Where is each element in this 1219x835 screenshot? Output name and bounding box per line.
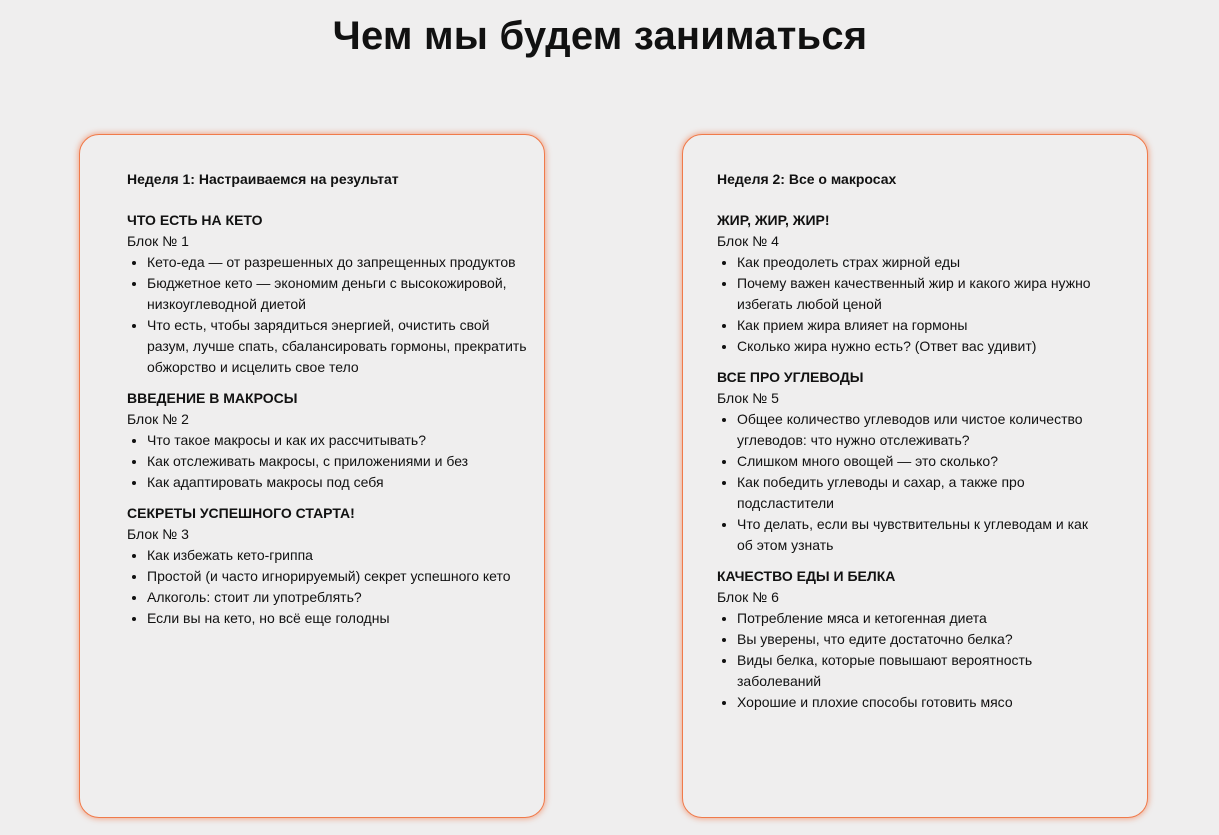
block-label: Блок № 5 (717, 390, 779, 406)
list-item: • Бюджетное кето — экономим деньги с высокожировой, низкоуглеводной диетой (147, 273, 532, 315)
list-item: • Вы уверены, что едите достаточно белка? (737, 629, 1102, 650)
list-item: • Почему важен качественный жир и какого жира нужно избегать любой ценой (737, 273, 1102, 315)
section-title: КАЧЕСТВО ЕДЫ И БЕЛКА (717, 568, 896, 584)
week-card-content (127, 169, 532, 639)
section-title: ЖИР, ЖИР, ЖИР! (717, 212, 830, 228)
list-item: • Хорошие и плохие способы готовить мясо (737, 692, 1102, 713)
section-title: ВСЕ ПРО УГЛЕВОДЫ (717, 369, 864, 385)
list-item: • Как адаптировать макросы под себя (147, 472, 532, 493)
list-item: • Виды белка, которые повышают вероятность заболеваний (737, 650, 1102, 692)
list-item: • Как избежать кето-гриппа (147, 545, 532, 566)
block-label: Блок № 1 (127, 233, 189, 249)
topic-list (717, 252, 1102, 357)
list-item: • Что есть, чтобы зарядиться энергией, очистить свой разум, лучше спать, сбалансировать гормоны, прекратить обжорство и исцелить свое тело (147, 315, 532, 378)
week-card-1 (79, 134, 545, 818)
list-item: • Если вы на кето, но всё еще голодны (147, 608, 532, 629)
topic-list (717, 409, 1102, 556)
list-item: • Что делать, если вы чувствительны к углеводам и как об этом узнать (737, 514, 1102, 556)
page-title: Чем мы будем заниматься (332, 14, 868, 58)
list-item: • Кето-еда — от разрешенных до запрещенных продуктов (147, 252, 532, 273)
block-label: Блок № 2 (127, 411, 189, 427)
section-title: ВВЕДЕНИЕ В МАКРОСЫ (127, 390, 298, 406)
topic-list (127, 252, 532, 378)
block-label: Блок № 6 (717, 589, 779, 605)
list-item: • Как прием жира влияет на гормоны (737, 315, 1102, 336)
list-item: • Как преодолеть страх жирной еды (737, 252, 1102, 273)
section-title: ЧТО ЕСТЬ НА КЕТО (127, 212, 263, 228)
list-item: • Как отслеживать макросы, с приложениями и без (147, 451, 532, 472)
list-item: • Слишком много овощей — это сколько? (737, 451, 1102, 472)
list-item: • Как победить углеводы и сахар, а также про подсластители (737, 472, 1102, 514)
topic-list (127, 545, 532, 629)
week-card-content (717, 169, 1102, 723)
week-title: Неделя 1: Настраиваемся на результат (127, 171, 399, 187)
list-item: • Что такое макросы и как их рассчитывать? (147, 430, 532, 451)
section-title: СЕКРЕТЫ УСПЕШНОГО СТАРТА! (127, 505, 355, 521)
block-label: Блок № 3 (127, 526, 189, 542)
topic-list (127, 430, 532, 493)
list-item: • Потребление мяса и кетогенная диета (737, 608, 1102, 629)
week-card-2 (682, 134, 1148, 818)
topic-list (717, 608, 1102, 713)
block-label: Блок № 4 (717, 233, 779, 249)
week-title: Неделя 2: Все о макросах (717, 171, 897, 187)
list-item: • Общее количество углеводов или чистое количество углеводов: что нужно отслеживать? (737, 409, 1102, 451)
list-item: • Сколько жира нужно есть? (Ответ вас удивит) (737, 336, 1102, 357)
list-item: • Простой (и часто игнорируемый) секрет успешного кето (147, 566, 532, 587)
list-item: • Алкоголь: стоит ли употреблять? (147, 587, 532, 608)
